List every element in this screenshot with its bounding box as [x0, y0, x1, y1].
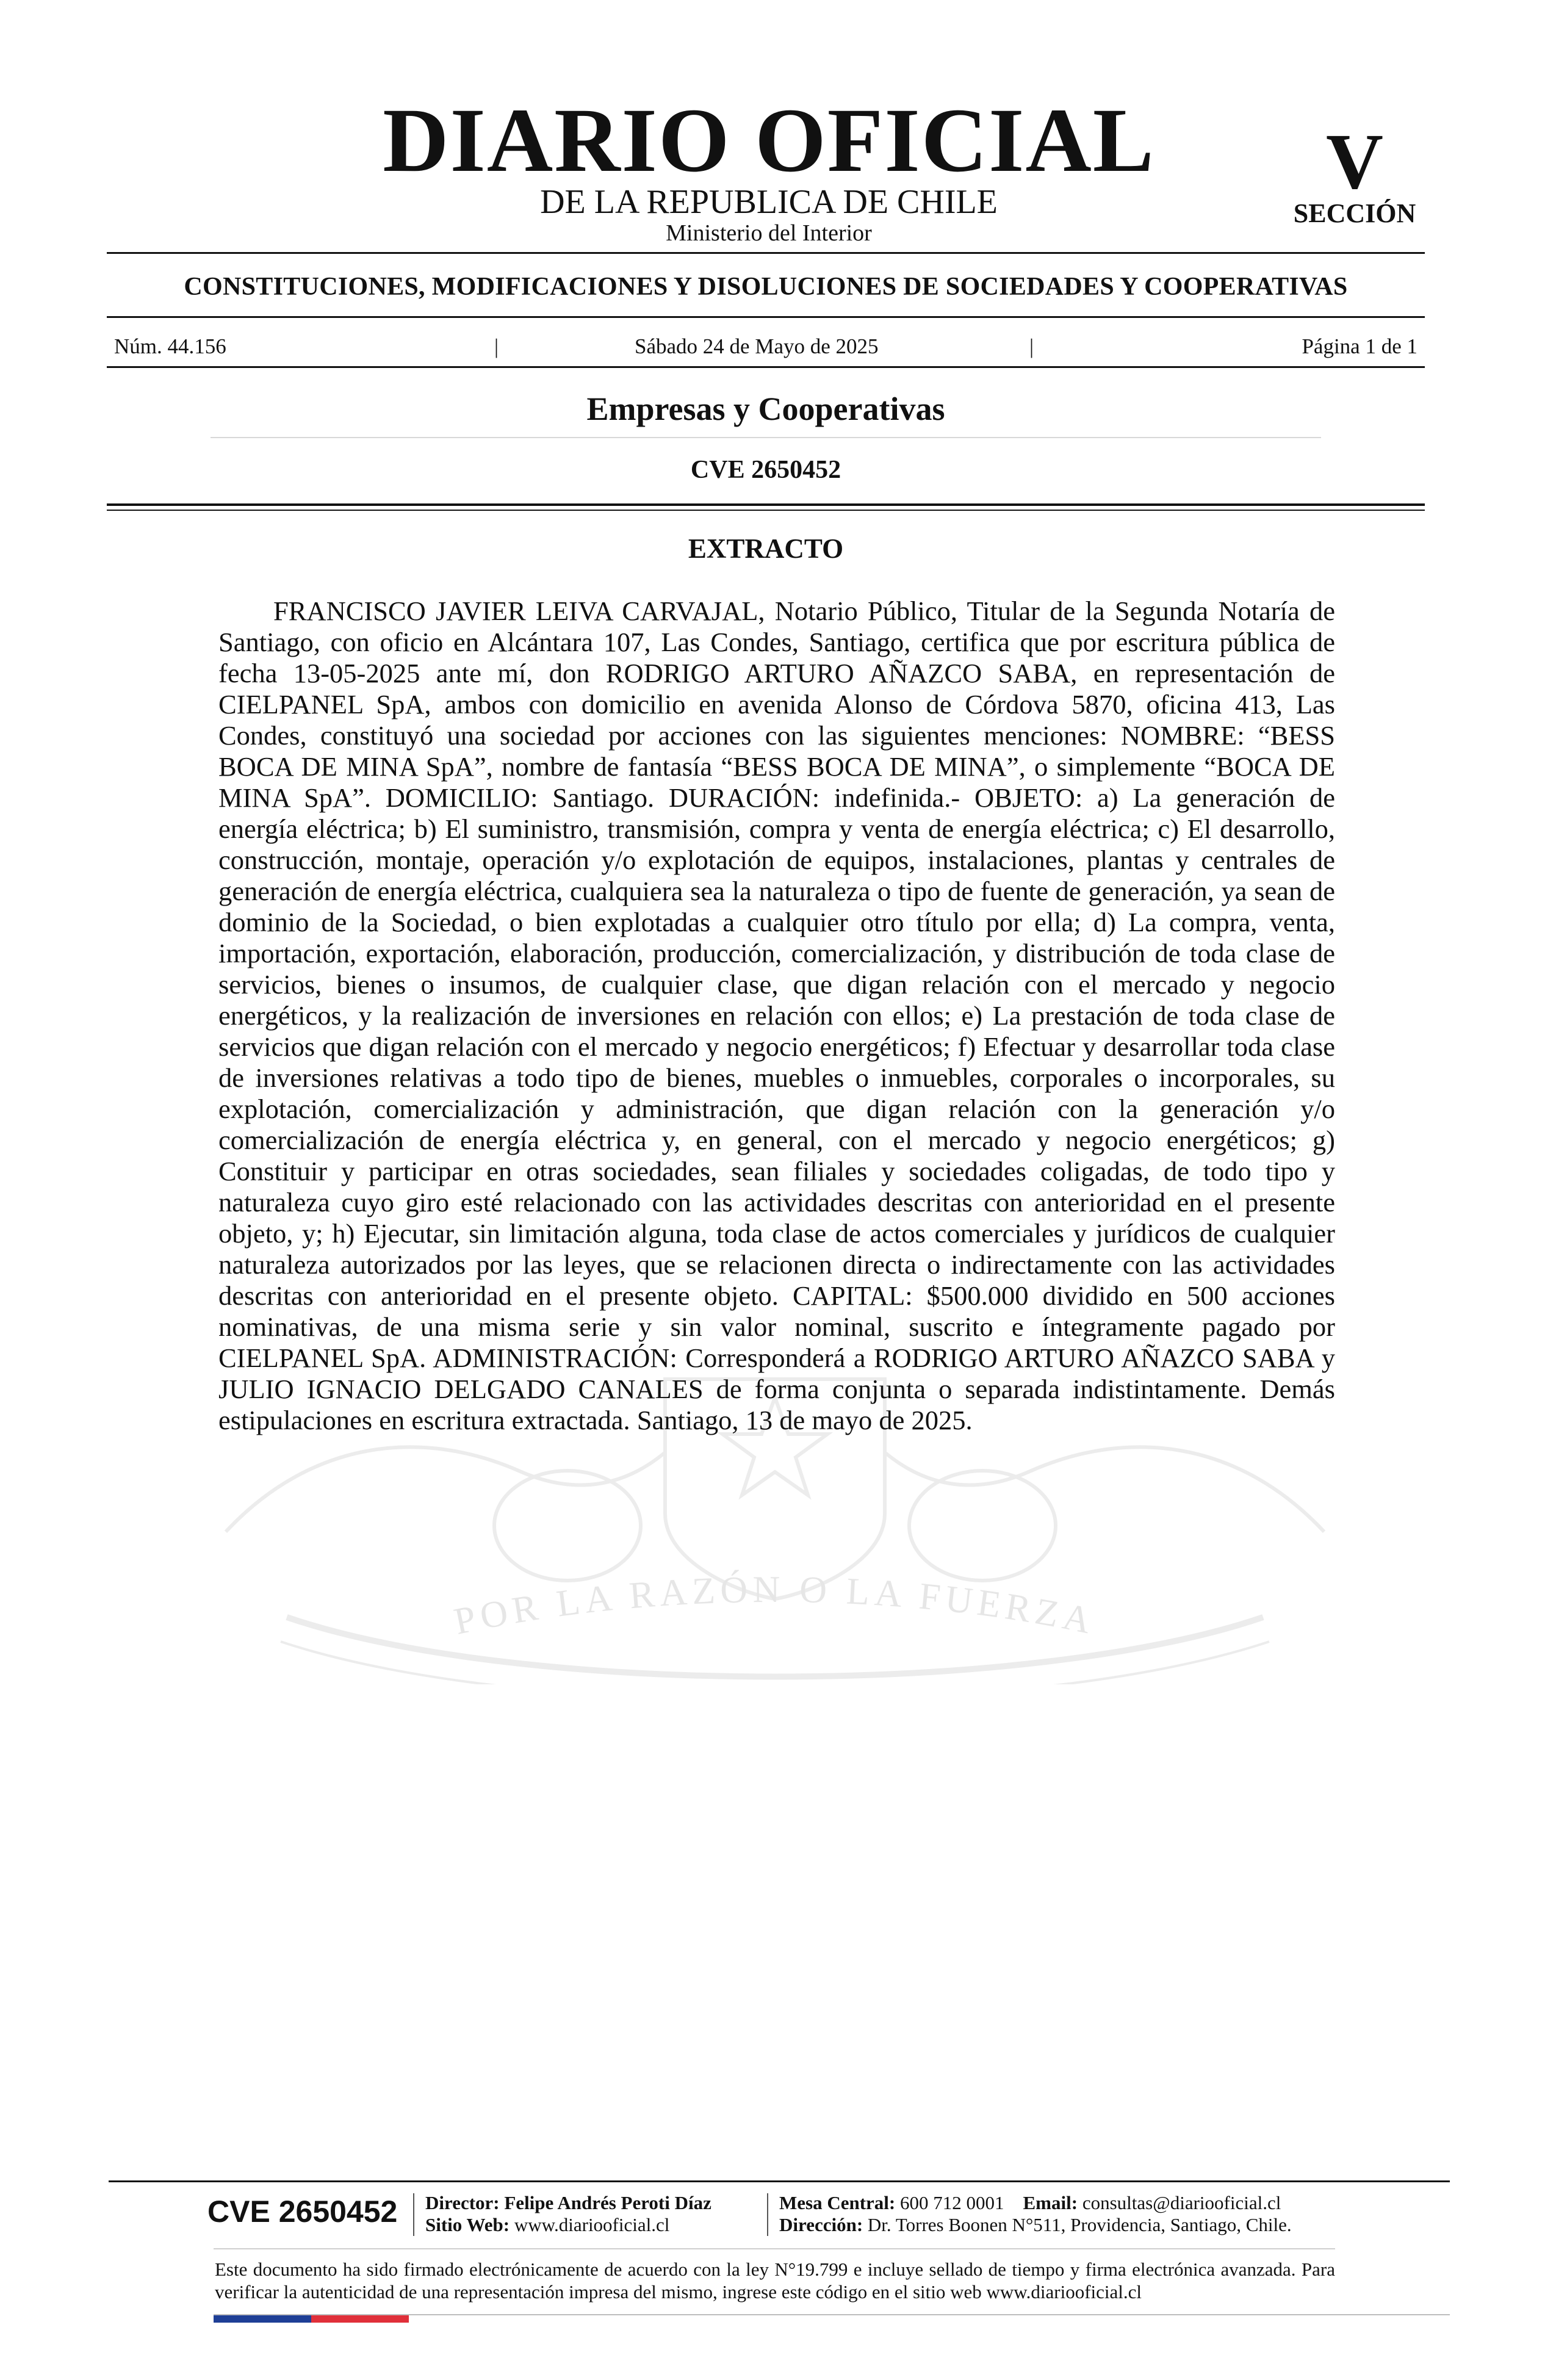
header-rule [107, 252, 1425, 254]
info-rule [107, 366, 1425, 368]
info-separator: | [1029, 334, 1034, 358]
address-label: Dirección: [779, 2214, 863, 2235]
flag-stripe-blue [214, 2315, 311, 2323]
info-separator: | [494, 334, 499, 358]
cve-rule-thin [107, 510, 1425, 511]
ministry-label: Ministerio del Interior [666, 220, 872, 246]
flag-stripe-red [311, 2315, 409, 2323]
section-category: CONSTITUCIONES, MODIFICACIONES Y DISOLUCIONES DE SOCIEDADES Y COOPERATIVAS [184, 273, 1348, 301]
mesa-phone: 600 712 0001 [900, 2192, 1004, 2213]
email-label: Email: [1023, 2192, 1078, 2213]
footer-director-block [425, 2192, 711, 2236]
watermark-motto: POR LA RAZÓN O LA FUERZA [450, 1568, 1100, 1643]
signature-note: Este documento ha sido firmado electrónicamente de acuerdo con la ley N°19.799 e incluye sellado de tiempo y firma electrónica avanzada. Para verificar la autenticidad de una representación impresa del mismo, ingrese este código en el sitio web www.diariooficial.cl [215, 2259, 1335, 2302]
newspaper-title: DIARIO OFICIAL [383, 90, 1155, 191]
issue-date: Sábado 24 de Mayo de 2025 [635, 334, 879, 358]
footer-rule [109, 2180, 1450, 2182]
email-link[interactable]: consultas@diariooficial.cl [1082, 2192, 1281, 2213]
address-value: Dr. Torres Boonen N°511, Providencia, Santiago, Chile. [867, 2214, 1292, 2235]
page-indicator: Página 1 de 1 [1302, 334, 1417, 358]
section-letter: V [1326, 118, 1383, 206]
footer-thin-rule [214, 2248, 1335, 2249]
section-indicator [1281, 118, 1428, 229]
footer-contact-block [779, 2192, 1292, 2236]
newspaper-subtitle: DE LA REPUBLICA DE CHILE [540, 183, 998, 221]
mesa-label: Mesa Central: [779, 2192, 896, 2213]
director-name: Felipe Andrés Peroti Díaz [504, 2192, 711, 2213]
extract-title: EXTRACTO [688, 533, 844, 564]
website-link[interactable]: www.diariooficial.cl [514, 2214, 670, 2235]
footer-separator [767, 2193, 768, 2236]
section-label: SECCIÓN [1293, 198, 1416, 228]
website-label: Sitio Web: [425, 2214, 510, 2235]
cve-rule-thick [107, 503, 1425, 506]
director-label: Director: [425, 2192, 500, 2213]
category-rule [107, 316, 1425, 318]
footer-cve: CVE 2650452 [207, 2194, 398, 2229]
article-heading: Empresas y Cooperativas [586, 391, 945, 427]
issue-number: Núm. 44.156 [114, 334, 226, 358]
extract-body: FRANCISCO JAVIER LEIVA CARVAJAL, Notario Público, Titular de la Segunda Notaría de Santiago, con oficio en Alcántara 107, Las Condes, Santiago, certifica que por escritura pública de fecha 13-05-2025 ante mí, don RODRIGO ARTURO AÑAZCO SABA, en representación de CIELPANEL SpA, ambos con domicilio en avenida Alonso de Córdova 5870, oficina 413, Las Condes, constituyó una sociedad por acciones con las siguientes menciones: NOMBRE: “BESS BOCA DE MINA SpA”, nombre de fantasía “BESS BOCA DE MINA”, o simplemente “BOCA DE MINA SpA”. DOMICILIO: Santiago. DURACIÓN: indefinida.- OBJETO: a) La generación de energía eléctrica; b) El suministro, transmisión, compra y venta de energía eléctrica; c) El desarrollo, construcción, montaje, operación y/o explotación de equipos, instalaciones, plantas y centrales de generación de energía eléctrica, cualquiera sea la naturaleza o tipo de fuente de generación, ya sean de dominio de la Sociedad, o bien explotadas a cualquier otro título por ella; d) La compra, venta, importación, exportación, elaboración, producción, comercialización, y distribución de toda clase de servicios, bienes o insumos, de cualquier clase, que digan relación con el mercado y negocio energéticos, y la realización de inversiones en relación con ellos; e) La prestación de toda clase de servicios que digan relación con el mercado y negocio energéticos; f) Efectuar y desarrollar toda clase de inversiones relativas a todo tipo de bienes, muebles o inmuebles, corporales o incorporales, su explotación, comercialización y administración, que digan relación con la generación y/o comercialización de energía eléctrica y, en general, con el mercado y negocio energéticos; g) Constituir y participar en otras sociedades, sean filiales y sociedades coligadas, de todo tipo y naturaleza cuyo giro esté relacionado con las actividades descritas con anterioridad en el presente objeto, y; h) Ejecutar, sin limitación alguna, toda clase de actos comerciales y jurídicos de cualquier naturaleza autorizados por las leyes, que se relacionen directa o indirectamente con las actividades descritas con anterioridad en el presente objeto. CAPITAL: $500.000 dividido en 500 acciones nominativas, de una misma serie y sin valor nominal, suscrito e íntegramente pagado por CIELPANEL SpA. ADMINISTRACIÓN: Corresponderá a RODRIGO ARTURO AÑAZCO SABA y JULIO IGNACIO DELGADO CANALES de forma conjunta o separada indistintamente. Demás estipulaciones en escritura extractada. Santiago, 13 de mayo de 2025. [218, 596, 1335, 1435]
heading-rule [211, 437, 1321, 438]
article-cve: CVE 2650452 [690, 456, 841, 484]
footer-separator [413, 2193, 414, 2236]
issue-info-bar [107, 331, 1425, 362]
